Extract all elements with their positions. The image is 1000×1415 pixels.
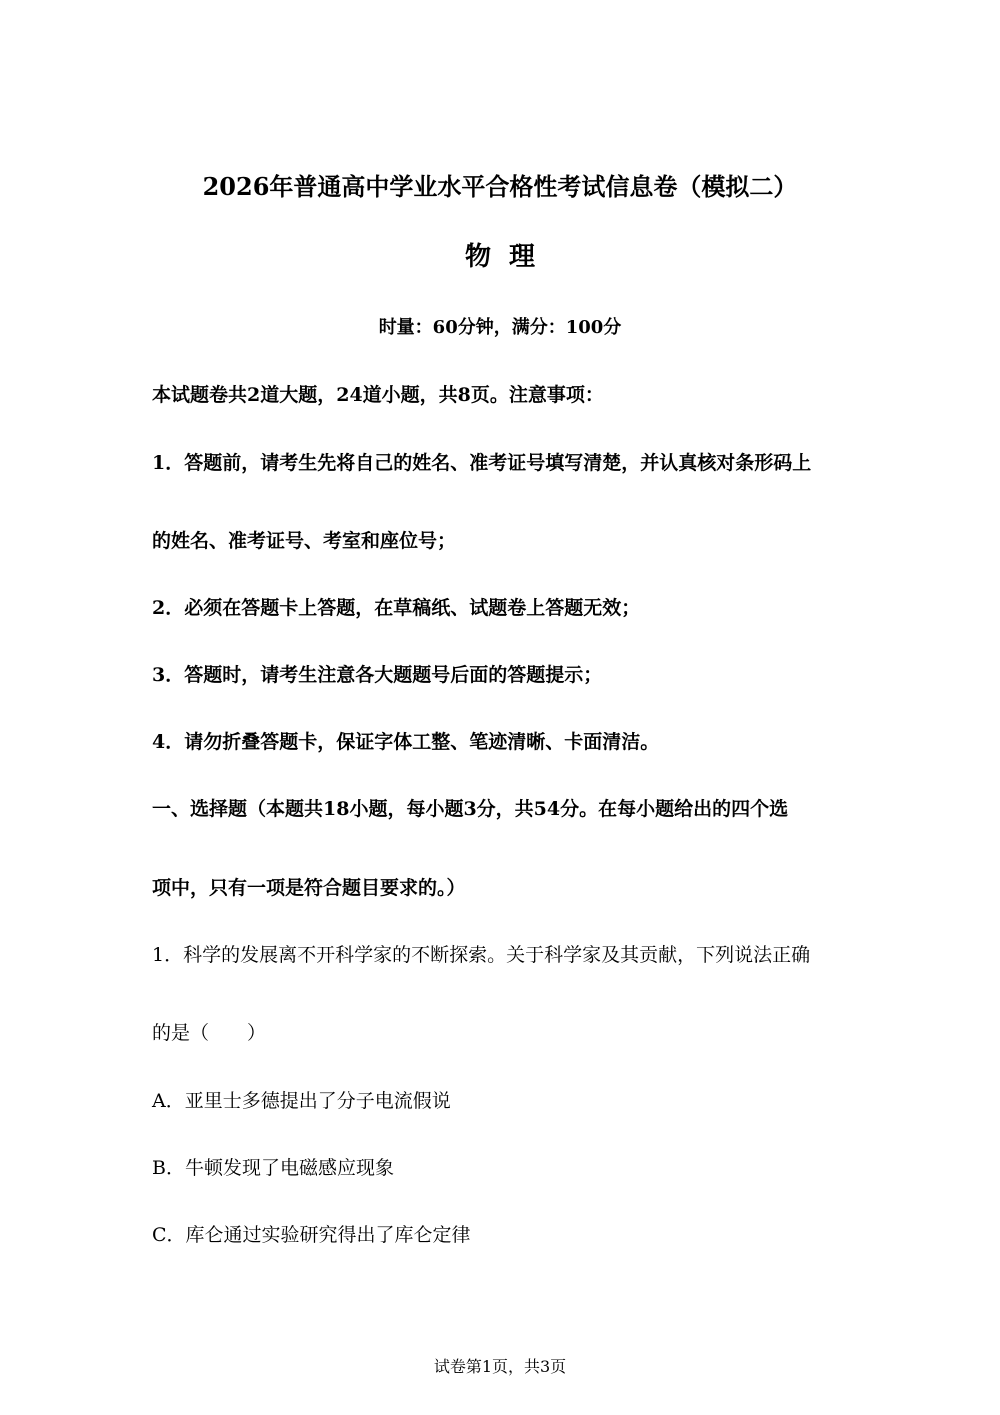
exam-title: 2026年普通高中学业水平合格性考试信息卷（模拟二）	[202, 172, 798, 201]
question-1-option-a: A．亚里士多德提出了分子电流假说	[152, 1090, 451, 1112]
section-heading-line-2: 项中，只有一项是符合题目要求的。）	[152, 877, 466, 899]
notice-item-1-line-2: 的姓名、准考证号、考室和座位号；	[152, 530, 457, 552]
time-info: 时量：60分钟，满分：100分	[378, 317, 622, 338]
question-1-stem-line-1: 1．科学的发展离不开科学家的不断探索。关于科学家及其贡献，下列说法正确	[152, 944, 811, 966]
page-footer: 试卷第1页，共3页	[433, 1357, 567, 1376]
question-1-option-c: C．库仑通过实验研究得出了库仑定律	[152, 1224, 471, 1246]
notice-item-2: 2．必须在答题卡上答题，在草稿纸、试题卷上答题无效；	[152, 597, 641, 619]
question-1-option-b: B．牛顿发现了电磁感应现象	[152, 1157, 394, 1179]
notice-intro: 本试题卷共2道大题，24道小题，共8页。注意事项：	[152, 384, 604, 406]
notice-item-1-line-1: 1．答题前，请考生先将自己的姓名、准考证号填写清楚，并认真核对条形码上	[152, 452, 812, 474]
section-heading-line-1: 一、选择题（本题共18小题，每小题3分，共54分。在每小题给出的四个选	[152, 798, 789, 820]
subject-title: 物理	[464, 242, 553, 272]
notice-item-3: 3．答题时，请考生注意各大题题号后面的答题提示；	[152, 664, 603, 686]
notice-item-4: 4．请勿折叠答题卡，保证字体工整、笔迹清晰、卡面清洁。	[152, 731, 660, 753]
question-1-stem-line-2: 的是（ ）	[152, 1022, 267, 1044]
